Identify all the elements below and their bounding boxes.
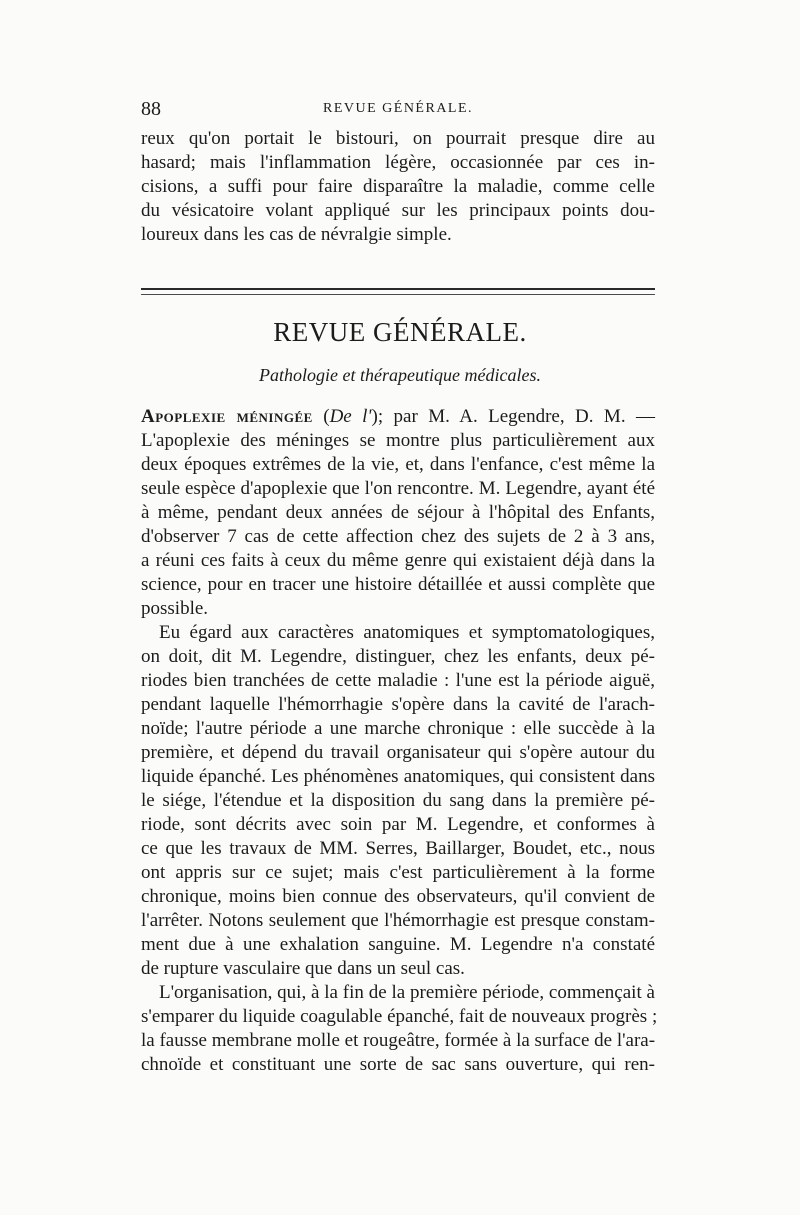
text-line: L'organisation, qui, à la fin de la première période, commençait à bbox=[159, 982, 655, 1003]
article-body bbox=[141, 405, 658, 1077]
text-line: Eu égard aux caractères anatomiques et symptomatologiques, bbox=[159, 622, 655, 643]
intro-paragraph bbox=[141, 127, 655, 247]
text-line: seule espèce d'apoplexie que l'on rencontre. M. Legendre, ayant été bbox=[141, 478, 655, 499]
section-subtitle: Pathologie et thérapeutique médicales. bbox=[259, 365, 541, 385]
text-line: noïde; l'autre période a une marche chronique : elle succède à la bbox=[141, 718, 655, 739]
text-line: l'arrêter. Notons seulement que l'hémorrhagie est presque constam- bbox=[141, 910, 655, 931]
text-line: d'observer 7 cas de cette affection chez des sujets de 2 à 3 ans, bbox=[141, 526, 655, 547]
text-line: de rupture vasculaire que dans un seul cas. bbox=[141, 958, 465, 979]
section-divider-bottom bbox=[141, 294, 655, 295]
text-line: reux qu'on portait le bistouri, on pourrait presque dire au bbox=[141, 128, 655, 149]
article-heading: Apoplexie méningée bbox=[141, 406, 313, 427]
text-line: riodes bien tranchées de cette maladie : l'une est la période aiguë, bbox=[141, 670, 655, 691]
text-line: on doit, dit M. Legendre, distinguer, chez les enfants, deux pé- bbox=[141, 646, 655, 667]
text-line: du vésicatoire volant appliqué sur les principaux points dou- bbox=[141, 200, 655, 221]
text-line: le siége, l'étendue et la disposition du sang dans la première pé- bbox=[141, 790, 655, 811]
text-line: à même, pendant deux années de séjour à l'hôpital des Enfants, bbox=[141, 502, 655, 523]
text-line: ce que les travaux de MM. Serres, Baillarger, Boudet, etc., nous bbox=[141, 838, 655, 859]
text-line: pendant laquelle l'hémorrhagie s'opère dans la cavité de l'arach- bbox=[141, 694, 655, 715]
text-line: ment due à une exhalation sanguine. M. Legendre n'a constaté bbox=[141, 934, 655, 955]
text-line: science, pour en tracer une histoire détaillée et aussi complète que bbox=[141, 574, 655, 595]
text-line: ont appris sur ce sujet; mais c'est particulièrement à la forme bbox=[141, 862, 655, 883]
text-line: la fausse membrane molle et rougeâtre, formée à la surface de l'ara- bbox=[141, 1030, 656, 1051]
text-line: deux époques extrêmes de la vie, et, dans l'enfance, c'est même la bbox=[141, 454, 655, 475]
running-title: REVUE GÉNÉRALE. bbox=[323, 101, 474, 116]
text-line: loureux dans les cas de névralgie simple. bbox=[141, 224, 452, 245]
text-line: a réuni ces faits à ceux du même genre qui existaient déjà dans la bbox=[141, 550, 655, 571]
article-heading-ref: De l' bbox=[329, 406, 372, 427]
article-heading-line: Apoplexie méningée (De l'); par M. A. Legendre, D. M. — bbox=[141, 406, 655, 427]
text-line: L'apoplexie des méninges se montre plus particulièrement aux bbox=[141, 430, 655, 451]
text-line: possible. bbox=[141, 598, 209, 619]
page-number: 88 bbox=[141, 98, 161, 120]
text-line: riode, sont décrits avec soin par M. Legendre, et conformes à bbox=[141, 814, 655, 835]
text-line: chnoïde et constituant une sorte de sac sans ouverture, qui ren- bbox=[141, 1054, 655, 1075]
text-line: chronique, moins bien connue des observateurs, qu'il convient de bbox=[141, 886, 655, 907]
section-title: REVUE GÉNÉRALE. bbox=[273, 317, 527, 347]
text-line: s'emparer du liquide coagulable épanché, fait de nouveaux progrès ; bbox=[141, 1006, 658, 1027]
section-divider-top bbox=[141, 288, 655, 290]
text-line: cisions, a suffi pour faire disparaître la maladie, comme celle bbox=[141, 176, 655, 197]
text-line: hasard; mais l'inflammation légère, occasionnée par ces in- bbox=[141, 152, 655, 173]
text-line: liquide épanché. Les phénomènes anatomiques, qui consistent dans bbox=[141, 766, 655, 787]
article-heading-rest: ; par M. A. Legendre, D. M. — bbox=[377, 406, 655, 427]
running-header bbox=[141, 98, 655, 120]
text-line: première, et dépend du travail organisateur qui s'opère autour du bbox=[141, 742, 655, 763]
